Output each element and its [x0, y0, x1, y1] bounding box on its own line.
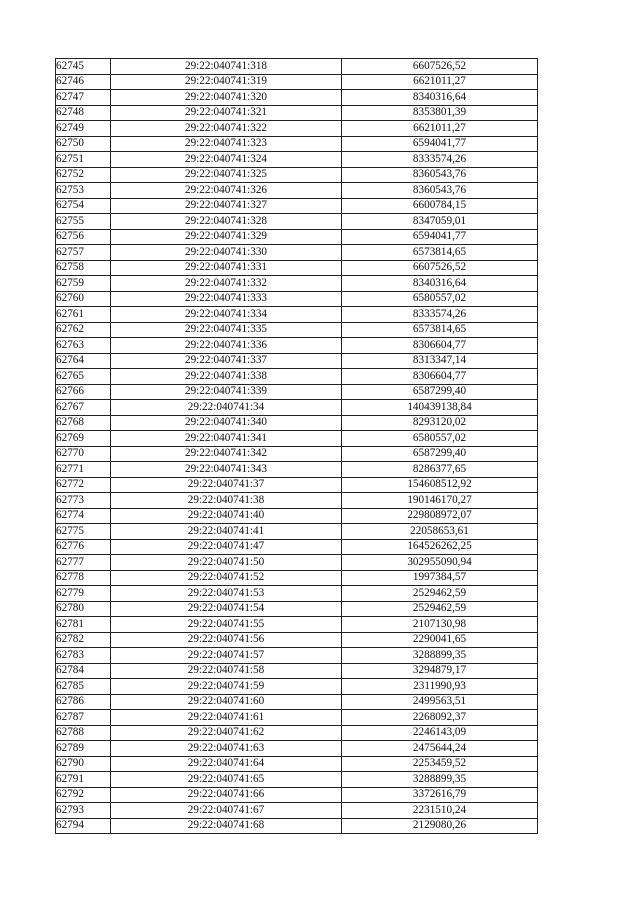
- row-number-cell: 62791: [56, 772, 111, 788]
- table-row: [56, 415, 538, 431]
- row-number-cell: 62768: [56, 415, 111, 431]
- cadastral-number-cell: 29:22:040741:40: [111, 508, 342, 524]
- cadastral-number-cell: 29:22:040741:343: [111, 462, 342, 478]
- value-cell: 2475644,24: [342, 741, 538, 757]
- value-cell: 8360543,76: [342, 167, 538, 183]
- cadastral-value-table: [55, 58, 538, 834]
- row-number-cell: 62751: [56, 152, 111, 168]
- row-number-cell: 62761: [56, 307, 111, 323]
- cadastral-number-cell: 29:22:040741:54: [111, 601, 342, 617]
- cadastral-number-cell: 29:22:040741:52: [111, 570, 342, 586]
- row-number-cell: 62775: [56, 524, 111, 540]
- row-number-cell: 62748: [56, 105, 111, 121]
- table-row: [56, 74, 538, 90]
- table-row: [56, 136, 538, 152]
- row-number-cell: 62783: [56, 648, 111, 664]
- value-cell: 2231510,24: [342, 803, 538, 819]
- table-row: [56, 524, 538, 540]
- row-number-cell: 62782: [56, 632, 111, 648]
- row-number-cell: 62786: [56, 694, 111, 710]
- row-number-cell: 62784: [56, 663, 111, 679]
- value-cell: 6621011,27: [342, 121, 538, 137]
- cadastral-number-cell: 29:22:040741:61: [111, 710, 342, 726]
- value-cell: 6587299,40: [342, 446, 538, 462]
- table-row: [56, 307, 538, 323]
- cadastral-number-cell: 29:22:040741:68: [111, 818, 342, 834]
- cadastral-number-cell: 29:22:040741:342: [111, 446, 342, 462]
- cadastral-number-cell: 29:22:040741:58: [111, 663, 342, 679]
- row-number-cell: 62771: [56, 462, 111, 478]
- table-row: [56, 90, 538, 106]
- row-number-cell: 62770: [56, 446, 111, 462]
- row-number-cell: 62774: [56, 508, 111, 524]
- value-cell: 2311990,93: [342, 679, 538, 695]
- cadastral-number-cell: 29:22:040741:37: [111, 477, 342, 493]
- table-row: [56, 338, 538, 354]
- table-row: [56, 694, 538, 710]
- table-row: [56, 167, 538, 183]
- value-cell: 22058653,61: [342, 524, 538, 540]
- table-row: [56, 710, 538, 726]
- row-number-cell: 62755: [56, 214, 111, 230]
- cadastral-number-cell: 29:22:040741:333: [111, 291, 342, 307]
- row-number-cell: 62773: [56, 493, 111, 509]
- cadastral-number-cell: 29:22:040741:64: [111, 756, 342, 772]
- value-cell: 6573814,65: [342, 322, 538, 338]
- table-row: [56, 214, 538, 230]
- row-number-cell: 62749: [56, 121, 111, 137]
- table-row: [56, 818, 538, 834]
- cadastral-number-cell: 29:22:040741:323: [111, 136, 342, 152]
- row-number-cell: 62764: [56, 353, 111, 369]
- row-number-cell: 62765: [56, 369, 111, 385]
- table-row: [56, 601, 538, 617]
- value-cell: 8306604,77: [342, 369, 538, 385]
- row-number-cell: 62785: [56, 679, 111, 695]
- cadastral-number-cell: 29:22:040741:47: [111, 539, 342, 555]
- value-cell: 2253459,52: [342, 756, 538, 772]
- table-row: [56, 508, 538, 524]
- row-number-cell: 62781: [56, 617, 111, 633]
- cadastral-number-cell: 29:22:040741:328: [111, 214, 342, 230]
- row-number-cell: 62789: [56, 741, 111, 757]
- value-cell: 8313347,14: [342, 353, 538, 369]
- row-number-cell: 62794: [56, 818, 111, 834]
- row-number-cell: 62758: [56, 260, 111, 276]
- table-row: [56, 291, 538, 307]
- row-number-cell: 62763: [56, 338, 111, 354]
- table-row: [56, 787, 538, 803]
- row-number-cell: 62777: [56, 555, 111, 571]
- row-number-cell: 62766: [56, 384, 111, 400]
- value-cell: 190146170,27: [342, 493, 538, 509]
- table-row: [56, 353, 538, 369]
- cadastral-number-cell: 29:22:040741:50: [111, 555, 342, 571]
- row-number-cell: 62787: [56, 710, 111, 726]
- cadastral-number-cell: 29:22:040741:336: [111, 338, 342, 354]
- table-row: [56, 586, 538, 602]
- cadastral-number-cell: 29:22:040741:57: [111, 648, 342, 664]
- table-row: [56, 462, 538, 478]
- value-cell: 8333574,26: [342, 307, 538, 323]
- cadastral-number-cell: 29:22:040741:341: [111, 431, 342, 447]
- row-number-cell: 62757: [56, 245, 111, 261]
- cadastral-number-cell: 29:22:040741:34: [111, 400, 342, 416]
- cadastral-number-cell: 29:22:040741:326: [111, 183, 342, 199]
- value-cell: 2268092,37: [342, 710, 538, 726]
- table-row: [56, 648, 538, 664]
- cadastral-number-cell: 29:22:040741:56: [111, 632, 342, 648]
- table-row: [56, 384, 538, 400]
- cadastral-number-cell: 29:22:040741:325: [111, 167, 342, 183]
- table-row: [56, 725, 538, 741]
- table-row: [56, 260, 538, 276]
- row-number-cell: 62788: [56, 725, 111, 741]
- cadastral-number-cell: 29:22:040741:339: [111, 384, 342, 400]
- table-body: [56, 59, 538, 834]
- value-cell: 6621011,27: [342, 74, 538, 90]
- table-row: [56, 663, 538, 679]
- cadastral-number-cell: 29:22:040741:66: [111, 787, 342, 803]
- table-row: [56, 105, 538, 121]
- value-cell: 6607526,52: [342, 260, 538, 276]
- row-number-cell: 62772: [56, 477, 111, 493]
- row-number-cell: 62779: [56, 586, 111, 602]
- table-row: [56, 756, 538, 772]
- row-number-cell: 62776: [56, 539, 111, 555]
- value-cell: 154608512,92: [342, 477, 538, 493]
- value-cell: 6600784,15: [342, 198, 538, 214]
- cadastral-number-cell: 29:22:040741:334: [111, 307, 342, 323]
- cadastral-number-cell: 29:22:040741:41: [111, 524, 342, 540]
- value-cell: 8353801,39: [342, 105, 538, 121]
- value-cell: 8306604,77: [342, 338, 538, 354]
- value-cell: 6580557,02: [342, 291, 538, 307]
- cadastral-number-cell: 29:22:040741:55: [111, 617, 342, 633]
- table-row: [56, 803, 538, 819]
- table-row: [56, 322, 538, 338]
- value-cell: 8286377,65: [342, 462, 538, 478]
- row-number-cell: 62760: [56, 291, 111, 307]
- cadastral-number-cell: 29:22:040741:63: [111, 741, 342, 757]
- value-cell: 6573814,65: [342, 245, 538, 261]
- row-number-cell: 62759: [56, 276, 111, 292]
- table-row: [56, 183, 538, 199]
- cadastral-number-cell: 29:22:040741:60: [111, 694, 342, 710]
- value-cell: 8340316,64: [342, 90, 538, 106]
- cadastral-number-cell: 29:22:040741:53: [111, 586, 342, 602]
- value-cell: 8293120,02: [342, 415, 538, 431]
- table-row: [56, 477, 538, 493]
- cadastral-number-cell: 29:22:040741:330: [111, 245, 342, 261]
- row-number-cell: 62750: [56, 136, 111, 152]
- value-cell: 140439138,84: [342, 400, 538, 416]
- cadastral-number-cell: 29:22:040741:327: [111, 198, 342, 214]
- cadastral-number-cell: 29:22:040741:337: [111, 353, 342, 369]
- table-row: [56, 121, 538, 137]
- cadastral-number-cell: 29:22:040741:329: [111, 229, 342, 245]
- value-cell: 3288899,35: [342, 772, 538, 788]
- value-cell: 2107130,98: [342, 617, 538, 633]
- cadastral-number-cell: 29:22:040741:331: [111, 260, 342, 276]
- value-cell: 229808972,07: [342, 508, 538, 524]
- value-cell: 3372616,79: [342, 787, 538, 803]
- row-number-cell: 62756: [56, 229, 111, 245]
- cadastral-number-cell: 29:22:040741:335: [111, 322, 342, 338]
- value-cell: 2529462,59: [342, 586, 538, 602]
- value-cell: 3288899,35: [342, 648, 538, 664]
- table-row: [56, 570, 538, 586]
- value-cell: 6587299,40: [342, 384, 538, 400]
- cadastral-number-cell: 29:22:040741:320: [111, 90, 342, 106]
- cadastral-number-cell: 29:22:040741:67: [111, 803, 342, 819]
- row-number-cell: 62747: [56, 90, 111, 106]
- row-number-cell: 62745: [56, 59, 111, 75]
- value-cell: 6580557,02: [342, 431, 538, 447]
- cadastral-number-cell: 29:22:040741:38: [111, 493, 342, 509]
- cadastral-number-cell: 29:22:040741:318: [111, 59, 342, 75]
- row-number-cell: 62792: [56, 787, 111, 803]
- value-cell: 2290041,65: [342, 632, 538, 648]
- row-number-cell: 62780: [56, 601, 111, 617]
- table-row: [56, 539, 538, 555]
- value-cell: 6594041,77: [342, 229, 538, 245]
- table-row: [56, 617, 538, 633]
- cadastral-number-cell: 29:22:040741:59: [111, 679, 342, 695]
- cadastral-number-cell: 29:22:040741:332: [111, 276, 342, 292]
- value-cell: 3294879,17: [342, 663, 538, 679]
- value-cell: 164526262,25: [342, 539, 538, 555]
- table-row: [56, 198, 538, 214]
- table-row: [56, 679, 538, 695]
- cadastral-number-cell: 29:22:040741:319: [111, 74, 342, 90]
- cadastral-number-cell: 29:22:040741:321: [111, 105, 342, 121]
- table-row: [56, 276, 538, 292]
- table-row: [56, 493, 538, 509]
- value-cell: 8333574,26: [342, 152, 538, 168]
- table-row: [56, 772, 538, 788]
- table-row: [56, 59, 538, 75]
- value-cell: 302955090,94: [342, 555, 538, 571]
- value-cell: 2529462,59: [342, 601, 538, 617]
- cadastral-number-cell: 29:22:040741:338: [111, 369, 342, 385]
- table-row: [56, 632, 538, 648]
- table-row: [56, 369, 538, 385]
- value-cell: 1997384,57: [342, 570, 538, 586]
- row-number-cell: 62767: [56, 400, 111, 416]
- row-number-cell: 62778: [56, 570, 111, 586]
- cadastral-number-cell: 29:22:040741:324: [111, 152, 342, 168]
- value-cell: 2246143,09: [342, 725, 538, 741]
- cadastral-number-cell: 29:22:040741:340: [111, 415, 342, 431]
- value-cell: 8360543,76: [342, 183, 538, 199]
- cadastral-number-cell: 29:22:040741:62: [111, 725, 342, 741]
- row-number-cell: 62790: [56, 756, 111, 772]
- value-cell: 6594041,77: [342, 136, 538, 152]
- table-row: [56, 245, 538, 261]
- cadastral-number-cell: 29:22:040741:322: [111, 121, 342, 137]
- table-row: [56, 400, 538, 416]
- cadastral-number-cell: 29:22:040741:65: [111, 772, 342, 788]
- value-cell: 2499563,51: [342, 694, 538, 710]
- row-number-cell: 62746: [56, 74, 111, 90]
- row-number-cell: 62752: [56, 167, 111, 183]
- value-cell: 8340316,64: [342, 276, 538, 292]
- table-row: [56, 555, 538, 571]
- row-number-cell: 62753: [56, 183, 111, 199]
- row-number-cell: 62762: [56, 322, 111, 338]
- table-row: [56, 229, 538, 245]
- table-row: [56, 446, 538, 462]
- value-cell: 6607526,52: [342, 59, 538, 75]
- value-cell: 2129080,26: [342, 818, 538, 834]
- row-number-cell: 62793: [56, 803, 111, 819]
- table-row: [56, 152, 538, 168]
- row-number-cell: 62754: [56, 198, 111, 214]
- value-cell: 8347059,01: [342, 214, 538, 230]
- table-row: [56, 431, 538, 447]
- row-number-cell: 62769: [56, 431, 111, 447]
- table-row: [56, 741, 538, 757]
